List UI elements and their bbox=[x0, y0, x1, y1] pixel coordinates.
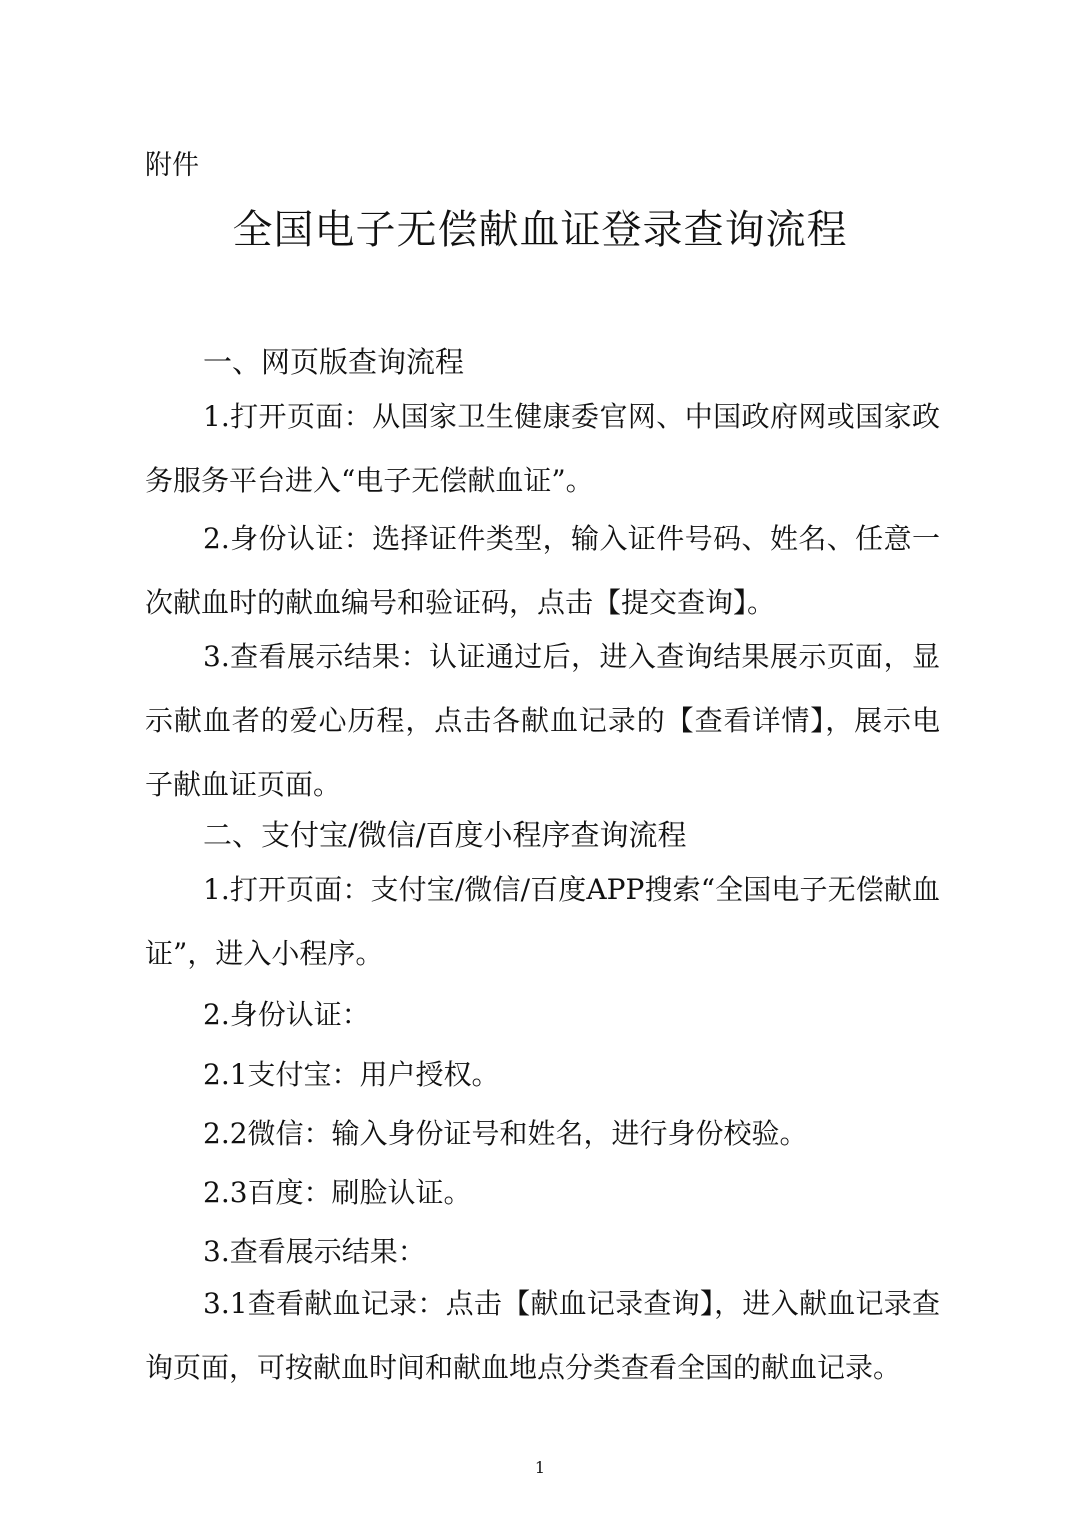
section-1-paragraph-3: 3.查看展示结果：认证通过后，进入查询结果展示页面，显示献血者的爱心历程，点击各献血记录的【查看详情】，展示电子献血证页面。 bbox=[145, 640, 940, 801]
section-2-paragraph-2: 2.身份认证： bbox=[203, 998, 370, 1031]
section-1-heading: 一、网页版查询流程 bbox=[203, 345, 465, 379]
section-2-item-3-1: 3.1查看献血记录：点击【献血记录查询】，进入献血记录查询页面，可按献血时间和献血地点分类查看全国的献血记录。 bbox=[145, 1287, 940, 1384]
page-number: 1 bbox=[534, 1458, 546, 1477]
section-2-paragraph-3: 3.查看展示结果： bbox=[203, 1235, 426, 1268]
attachment-label: 附件 bbox=[145, 150, 199, 181]
section-1-paragraph-2: 2.身份认证：选择证件类型，输入证件号码、姓名、任意一次献血时的献血编号和验证码，点击【提交查询】。 bbox=[145, 522, 940, 619]
section-2-paragraph-1: 1.打开页面：支付宝/微信/百度APP搜索“全国电子无偿献血证”，进入小程序。 bbox=[145, 873, 940, 970]
section-2-item-2-3: 2.3百度：刷脸认证。 bbox=[203, 1176, 472, 1209]
section-1-paragraph-1: 1.打开页面：从国家卫生健康委官网、中国政府网或国家政务服务平台进入“电子无偿献血证”。 bbox=[145, 400, 940, 497]
section-2-item-2-2: 2.2微信：输入身份证号和姓名，进行身份校验。 bbox=[203, 1117, 808, 1150]
section-2-item-2-1: 2.1支付宝：用户授权。 bbox=[203, 1058, 500, 1091]
section-2-heading: 二、支付宝/微信/百度小程序查询流程 bbox=[203, 818, 687, 852]
document-title: 全国电子无偿献血证登录查询流程 bbox=[232, 207, 848, 253]
